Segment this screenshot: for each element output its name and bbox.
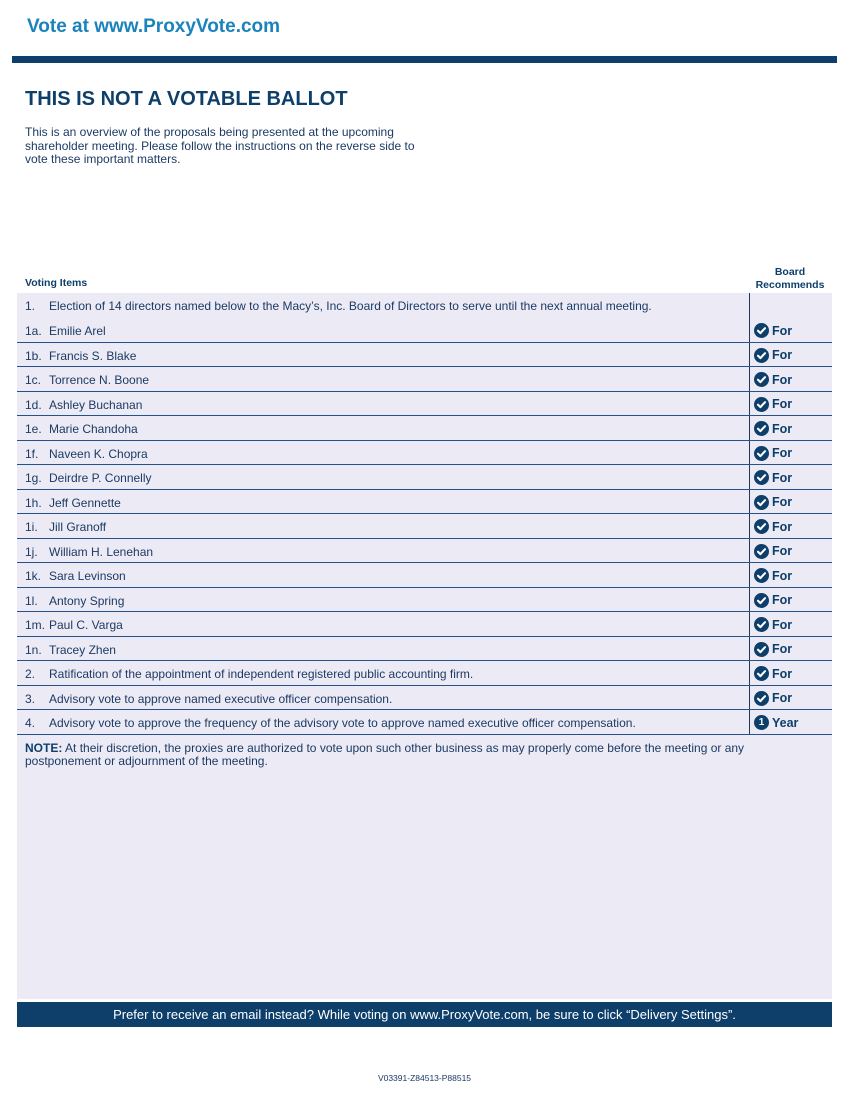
row-number: 1d.: [25, 397, 42, 412]
recommendation-label: For: [772, 421, 793, 436]
board-recommendation: [754, 397, 792, 412]
check-circle-icon: [754, 568, 769, 583]
table-row: [17, 588, 832, 613]
check-circle-icon: [754, 691, 769, 706]
row-number: 1j.: [25, 544, 38, 559]
row-text: Deirdre P. Connelly: [49, 471, 152, 485]
recommendation-label: For: [772, 348, 793, 362]
row-text: Ashley Buchanan: [49, 397, 143, 412]
column-header-board-recommends: Board Recommends: [755, 266, 825, 291]
note-text: At their discretion, the proxies are authorized to vote upon such other business as may properly come before the meeting or any postponement or adjournment of the meeting.: [25, 741, 745, 768]
row-number: 1f.: [25, 446, 39, 461]
table-row: [17, 416, 832, 441]
table-row: [17, 490, 832, 515]
table-row: [17, 392, 832, 417]
table-row: [17, 465, 832, 490]
note-label: NOTE:: [25, 741, 63, 755]
table-row: [17, 710, 832, 735]
board-recommendation: [754, 593, 792, 608]
row-text: Sara Levinson: [49, 569, 126, 583]
row-text: Paul C. Varga: [49, 618, 123, 632]
row-number: 4.: [25, 716, 36, 730]
board-recommendation: [754, 421, 792, 436]
board-recommendation: [754, 348, 792, 363]
note: [25, 742, 785, 768]
check-circle-icon: [754, 593, 769, 608]
document-code: V03391-Z84513-P88515: [377, 1073, 472, 1083]
board-recommendation: [754, 568, 792, 583]
board-recommendation: [754, 323, 792, 338]
row-text: Election of 14 directors named below to the Macy’s, Inc. Board of Directors to serve until the next annual meeting.: [49, 299, 652, 313]
check-circle-icon: [754, 495, 769, 510]
recommendation-label: For: [772, 372, 793, 387]
board-recommendation: [754, 715, 798, 730]
page-title: THIS IS NOT A VOTABLE BALLOT: [25, 88, 348, 110]
row-text: Jeff Gennette: [49, 495, 121, 510]
row-text: Marie Chandoha: [49, 422, 138, 436]
recommendation-label: For: [772, 642, 793, 656]
row-text: Jill Granoff: [49, 520, 107, 534]
row-number: 1i.: [25, 520, 38, 534]
table-row: [17, 686, 832, 711]
check-circle-icon: [754, 642, 769, 657]
number-one-circle-icon: 1: [754, 715, 769, 730]
board-recommendation: [754, 617, 792, 632]
row-text: Advisory vote to approve the frequency of the advisory vote to approve named executive officer compensation.: [49, 716, 636, 730]
check-circle-icon: [754, 372, 769, 387]
table-row: [17, 661, 832, 686]
row-number: 1m.: [25, 618, 46, 632]
recommendation-label: Year: [772, 715, 799, 730]
voting-table: [17, 293, 832, 735]
row-number: 1h.: [25, 495, 42, 510]
recommendation-label: For: [772, 495, 793, 509]
row-text: Torrence N. Boone: [49, 373, 150, 387]
table-row: [17, 612, 832, 637]
site-header: Vote at www.ProxyVote.com: [27, 16, 281, 37]
row-text: Ratification of the appointment of independent registered public accounting firm.: [49, 667, 474, 681]
column-header-voting-items: Voting Items: [25, 277, 88, 289]
row-number: 1n.: [25, 642, 42, 657]
table-row: [17, 343, 832, 368]
row-number: 1.: [25, 299, 36, 313]
check-circle-icon: [754, 397, 769, 412]
row-number: 1e.: [25, 422, 42, 436]
board-recommendation: [754, 642, 792, 657]
row-number: 1b.: [25, 348, 42, 363]
recommendation-label: For: [772, 691, 793, 705]
recommendation-label: For: [772, 593, 793, 607]
board-recommendation: [754, 666, 792, 681]
board-recommendation: [754, 495, 792, 510]
board-recommendation: [754, 470, 792, 485]
row-number: 3.: [25, 691, 36, 706]
row-text: Naveen K. Chopra: [49, 446, 148, 461]
row-text: Francis S. Blake: [49, 348, 137, 363]
row-number: 1c.: [25, 373, 42, 387]
board-recommendation: [754, 519, 792, 534]
table-row: [17, 563, 832, 588]
recommendation-label: For: [772, 323, 793, 338]
check-circle-icon: [754, 519, 769, 534]
row-number: 1l.: [25, 593, 38, 608]
board-recommendation: [754, 372, 792, 387]
check-circle-icon: [754, 348, 769, 363]
top-rule: [12, 56, 837, 63]
check-circle-icon: [754, 446, 769, 461]
recommendation-label: For: [772, 446, 793, 460]
board-recommendation: [754, 691, 792, 706]
recommendation-label: For: [772, 397, 793, 411]
board-recommendation: [754, 544, 792, 559]
table-row: [17, 514, 832, 539]
row-text: Antony Spring: [49, 593, 125, 608]
recommendation-label: For: [772, 617, 793, 632]
row-number: 2.: [25, 667, 36, 681]
intro-text: This is an overview of the proposals being presented at the upcoming shareholder meeting. Please follow the instructions on the reverse side to vote these important matters.: [25, 125, 415, 166]
check-circle-icon: [754, 421, 769, 436]
row-number: 1g.: [25, 471, 42, 485]
table-row: [17, 539, 832, 564]
check-circle-icon: [754, 544, 769, 559]
recommendation-label: For: [772, 470, 793, 485]
row-number: 1a.: [25, 324, 42, 338]
check-circle-icon: [754, 470, 769, 485]
check-circle-icon: [754, 666, 769, 681]
table-row: [17, 441, 832, 466]
row-text: Advisory vote to approve named executive officer compensation.: [49, 691, 393, 706]
footer-banner: Prefer to receive an email instead? While voting on www.ProxyVote.com, be sure to click “Delivery Settings”.: [17, 1002, 832, 1027]
board-recommendation: [754, 446, 792, 461]
row-text: Tracey Zhen: [49, 642, 116, 657]
table-row-intro: [17, 293, 832, 318]
table-row: [17, 637, 832, 662]
recommendation-label: For: [772, 544, 793, 558]
check-circle-icon: [754, 617, 769, 632]
check-circle-icon: [754, 323, 769, 338]
table-row: [17, 318, 832, 343]
recommendation-label: For: [772, 568, 793, 583]
table-row: [17, 367, 832, 392]
row-text: William H. Lenehan: [49, 544, 154, 559]
recommendation-label: For: [772, 519, 793, 534]
row-text: Emilie Arel: [49, 324, 106, 338]
recommendation-label: For: [772, 666, 793, 681]
row-number: 1k.: [25, 569, 42, 583]
